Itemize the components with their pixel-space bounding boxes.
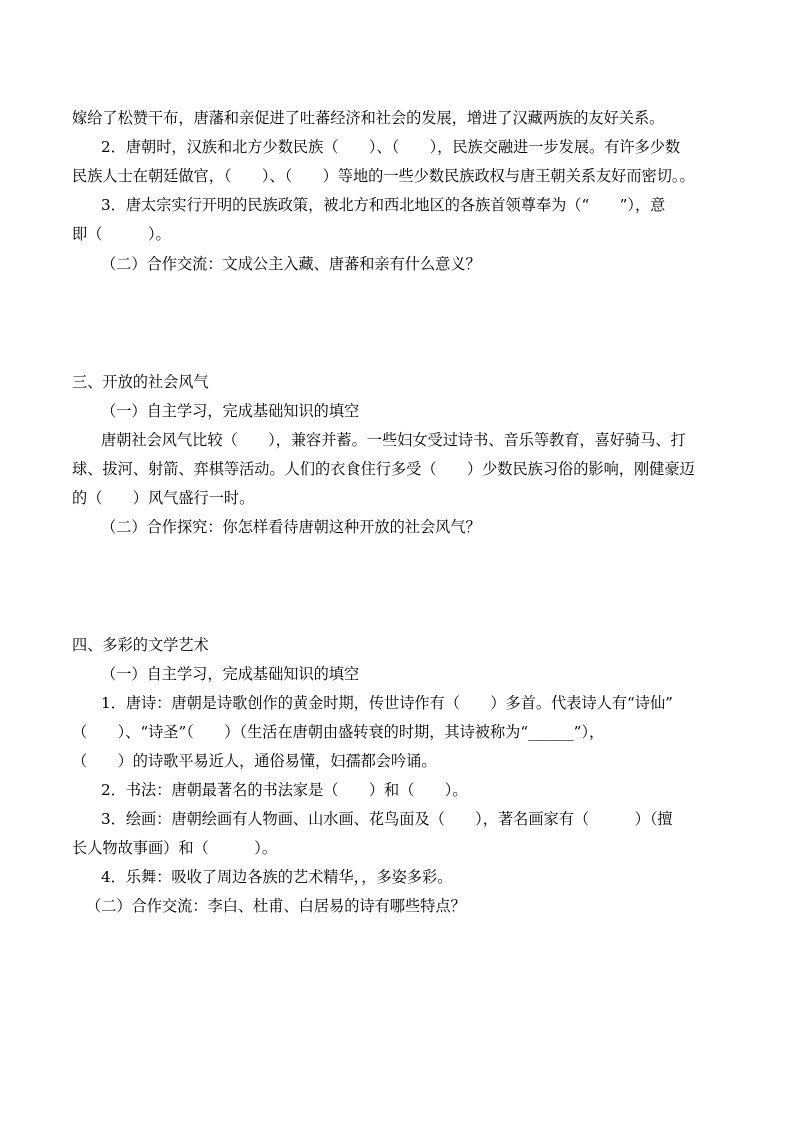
section-heading-3: 三、开放的社会风气 [72,373,209,391]
cooperation-question: （二）合作交流：李白、杜甫、白居易的诗有哪些特点？ [86,897,466,915]
question-3-line-1: 3．绘画：唐朝绘画有人物画、山水画、花鸟面及（ ），著名画家有（ ）（擅 [101,810,673,828]
paragraph-line: 嫁给了松赞干布，唐藩和亲促进了吐蕃经济和社会的发展，增进了汉藏两族的友好关系。 [72,109,665,127]
question-2-line-2: 民族人士在朝廷做官，（ ）、（ ）等地的一些少数民族政权与唐王朝关系友好而密切。。 [72,167,695,185]
question-1-line-1: 1．唐诗：唐朝是诗歌创作的黄金时期，传世诗作有（ ）多首。代表诗人有“诗仙” [101,694,673,712]
self-study-heading: （一）自主学习，完成基础知识的填空 [101,402,360,420]
question-1-line-2: （ ）、“诗圣”（ ）（生活在唐朝由盛转衰的时期，其诗被称为“______”）， [72,723,605,741]
question-3-line-1: 3．唐太宗实行开明的民族政策，被北方和西北地区的各族首领尊奉为（“ ”），意 [101,196,666,214]
section-heading-4: 四、多彩的文学艺术 [72,636,209,654]
question-3-line-2: 长人物故事画）和（ ）。 [72,839,278,857]
question-4-music-dance: 4．乐舞：吸收了周边各族的艺术精华，，多姿多彩。 [101,868,453,886]
paragraph-line: 的（ ）风气盛行一时。 [72,489,255,507]
self-study-heading: （一）自主学习，完成基础知识的填空 [101,665,360,683]
cooperation-question: （二）合作探究：你怎样看待唐朝这种开放的社会风气？ [101,518,481,536]
question-2-calligraphy: 2．书法：唐朝最著名的书法家是（ ）和（ ）。 [101,781,468,799]
cooperation-question: （二）合作交流：文成公主入藏、唐蕃和亲有什么意义？ [101,255,481,273]
question-1-line-3: （ ）的诗歌平易近人，通俗易懂，妇孺都会吟诵。 [72,752,437,770]
paragraph-line: 唐朝社会风气比较（ ），兼容并蓄。一些妇女受过诗书、音乐等教育，喜好骑马、打 [101,431,686,449]
question-3-line-2: 即（ ）。 [72,225,171,243]
paragraph-line: 球、拔河、射箭、弈棋等活动。人们的衣食住行多受（ ）少数民族习俗的影响，刚健豪迈 [72,460,695,478]
question-2-line-1: 2．唐朝时，汉族和北方少数民族（ ）、（ ），民族交融进一步发展。有许多少数 [101,138,681,156]
